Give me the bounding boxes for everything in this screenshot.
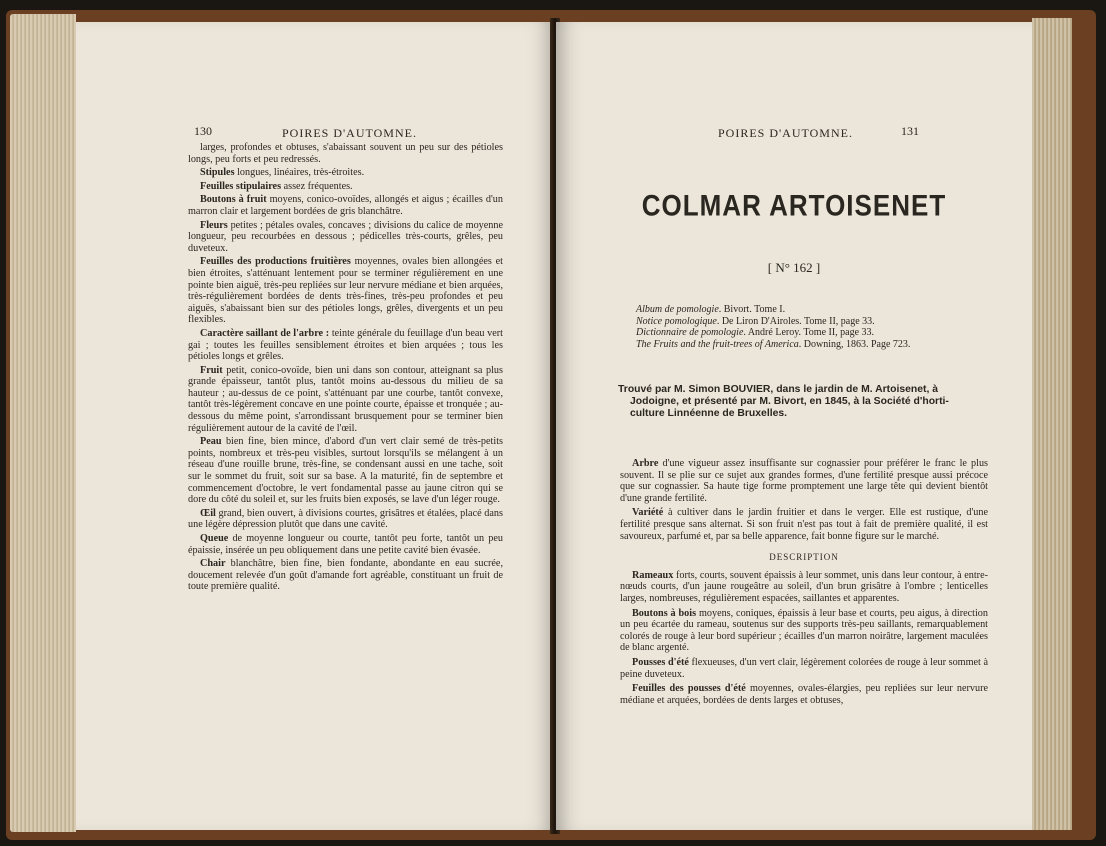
running-head: POIRES D'AUTOMNE. [282,126,417,140]
origin-line: culture Linnéenne de Bruxelles. [630,408,788,419]
paragraph: larges, profondes et obtuses, s'abaissant souvent un peu sur des pétioles longs, peu forts et peu redressés. [188,142,503,165]
paragraph: Queue de moyenne longueur ou courte, tantôt peu forte, tantôt un peu épaissie, insérée un peu obliquement dans une petite cavité bien évasée. [188,533,503,556]
reference-line: Notice pomologique. De Liron D'Airoles. Tome II, page 33. [636,315,875,327]
paragraph-term: Queue [200,533,229,544]
variety-title: COLMAR ARTOISENET [641,187,947,223]
reference-line: Dictionnaire de pomologie. André Leroy. Tome II, page 33. [636,327,875,338]
paragraph-term: Stipules [200,167,235,179]
paragraph-term: Feuilles stipulaires [200,180,282,192]
right-page [556,22,1032,830]
paragraph: Caractère saillant de l'arbre : teinte générale du feuillage d'un beau vert gai ; toutes les feuilles sensiblement étroites et bien arquées ; tous les pétioles longs et grêles. [188,327,503,363]
paragraph: Chair blanchâtre, bien fine, bien fondante, abondante en eau sucrée, doucement relevée d'un goût d'amande fort agréable, constituant un fruit de toute première qualité. [188,558,503,593]
variety-number: [ N° 162 ] [767,260,821,275]
origin-line: Jodoigne, et présenté par M. Bivort, en 1845, à la Société d'horti- [630,396,949,407]
paragraph: Variété à cultiver dans le jardin fruitier et dans le verger. Elle est rustique, d'une fertilité presque sans alternat. Si son fruit n'est pas tout à fait de première qualité, il est savoureux, parfumé et, par sa belle apparence, fait bonne figure sur le marché. [620,507,988,542]
page-number: 131 [901,124,919,138]
paragraph-term: Chair [200,558,226,570]
paragraph: Fruit petit, conico-ovoïde, bien uni dans son contour, atteignant sa plus grande épaisseur, tantôt plus, tantôt moins au-dessous du milieu de sa hauteur ; au-dessus de ce point, s'atténuant par une courbe, tantôt convexe, tantôt très-légèrement concave en une pointe courte, épaisse et tronquée ; au-dessous du même point, s'arrondissant brusquement pour se terminer bien régulièrement autour de la cavité de l'œil. [188,364,503,434]
paragraph-term: Fruit [200,364,223,376]
paragraph: Boutons à fruit moyens, conico-ovoïdes, allongés et aigus ; écailles d'un marron clair et largement bordées de gris blanchâtre. [188,194,503,217]
paragraph-term: Boutons à fruit [200,194,267,206]
paragraph-term: Variété [632,507,664,519]
paragraph-term: Arbre [632,458,659,469]
description-heading: DESCRIPTION [769,552,839,563]
paragraph: Œil grand, bien ouvert, à divisions courtes, grisâtres et étalées, placé dans une légère dépression plutôt que dans une cavité. [188,507,503,531]
paragraph: Feuilles stipulaires assez fréquentes. [200,180,353,192]
paragraph: Feuilles des productions fruitières moyennes, ovales bien allongées et bien étroites, s'atténuant lentement pour se terminer régulièrement en une pointe bien aiguë, très-peu repliées sur leur nervure médiane et bien arquées, très-régulièrement bordées de dents très-fines, très-peu profondes et peu aiguës, s'abaissant bien sur des pétioles longs, grêles, divergents et un peu flexibles. [188,256,503,326]
page-edges-left [10,14,76,832]
page-number: 130 [194,124,212,138]
paragraph-term: Caractère saillant de l'arbre : [200,327,330,339]
left-page [76,22,554,830]
paragraph-term: Rameaux [632,569,674,581]
reference-line: The Fruits and the fruit-trees of America. Downing, 1863. Page 723. [636,338,911,350]
origin-line: Trouvé par M. Simon BOUVIER, dans le jardin de M. Artoisenet, à [618,384,939,395]
paragraph: Feuilles des pousses d'été moyennes, ovales-élargies, peu repliées sur leur nervure médiane et arquées, bordées de dents larges et obtuses, [620,683,988,706]
references [636,304,966,350]
paragraph: Arbre d'une vigueur assez insuffisante sur cognassier pour préférer le franc le plus souvent. Il se plie sur ce sujet aux grandes formes, d'une fertilité presque aussi précoce que sur cognassier. Sa haute tige forme promptement une large tête qui devient bientôt d'une grande fertilité. [620,458,988,504]
paragraph-term: Fleurs [200,219,228,231]
paragraph: Stipules longues, linéaires, très-étroites. [200,167,365,179]
origin-statement [618,384,988,420]
paragraph-term: Œil [200,507,216,519]
reference-line: Album de pomologie. Bivort. Tome I. [636,304,786,315]
paragraph: Pousses d'été flexueuses, d'un vert clair, légèrement colorées de rouge à leur sommet à peine duveteux. [620,656,988,680]
paragraph-term: Feuilles des pousses d'été [632,683,746,695]
paragraph: Fleurs petites ; pétales ovales, concaves ; divisions du calice de moyenne longueur, peu recourbées en dessous ; pédicelles très-courts, grêles, peu duveteux. [188,219,503,254]
paragraph-term: Pousses d'été [632,656,689,668]
paragraph-term: Peau [200,436,222,448]
right-body-text [620,458,988,709]
paragraph-term: Feuilles des productions fruitières [200,256,351,268]
paragraph-term: Boutons à bois [632,607,697,619]
running-head: POIRES D'AUTOMNE. [718,126,853,140]
left-body-text [188,142,503,595]
paragraph: Peau bien fine, bien mince, d'abord d'un vert clair semé de très-petits points, nombreux et très-peu visibles, surtout lorsqu'ils se mélangent à un réseau d'une rouille brune, très-fine, se condensant aussi en une tache, soit sur le sommet du fruit, soit sur sa base. A la maturité, fin de septembre et commencement d'octobre, le vert fondamental passe au jaune citron qui se dore du côté du soleil et, sur les fruits bien exposés, se lave d'un léger rouge. [188,436,503,506]
paragraph: Rameaux forts, courts, souvent épaissis à leur sommet, unis dans leur contour, à entre-nœuds courts, d'un jaune rougeâtre au soleil, d'un brun grisâtre à l'ombre ; lenticelles larges, nombreuses, régulièrement espacées, saillantes et apparentes. [620,569,988,604]
paragraph: Boutons à bois moyens, coniques, épaissis à leur base et courts, peu aigus, à direction un peu écartée du rameau, soutenus sur des supports très-peu saillants, remarquablement colorés de rouge à leur bord supérieur ; écailles d'un marron noirâtre, largement maculées de blanc argenté. [620,607,988,654]
page-edges-right [1032,18,1072,830]
